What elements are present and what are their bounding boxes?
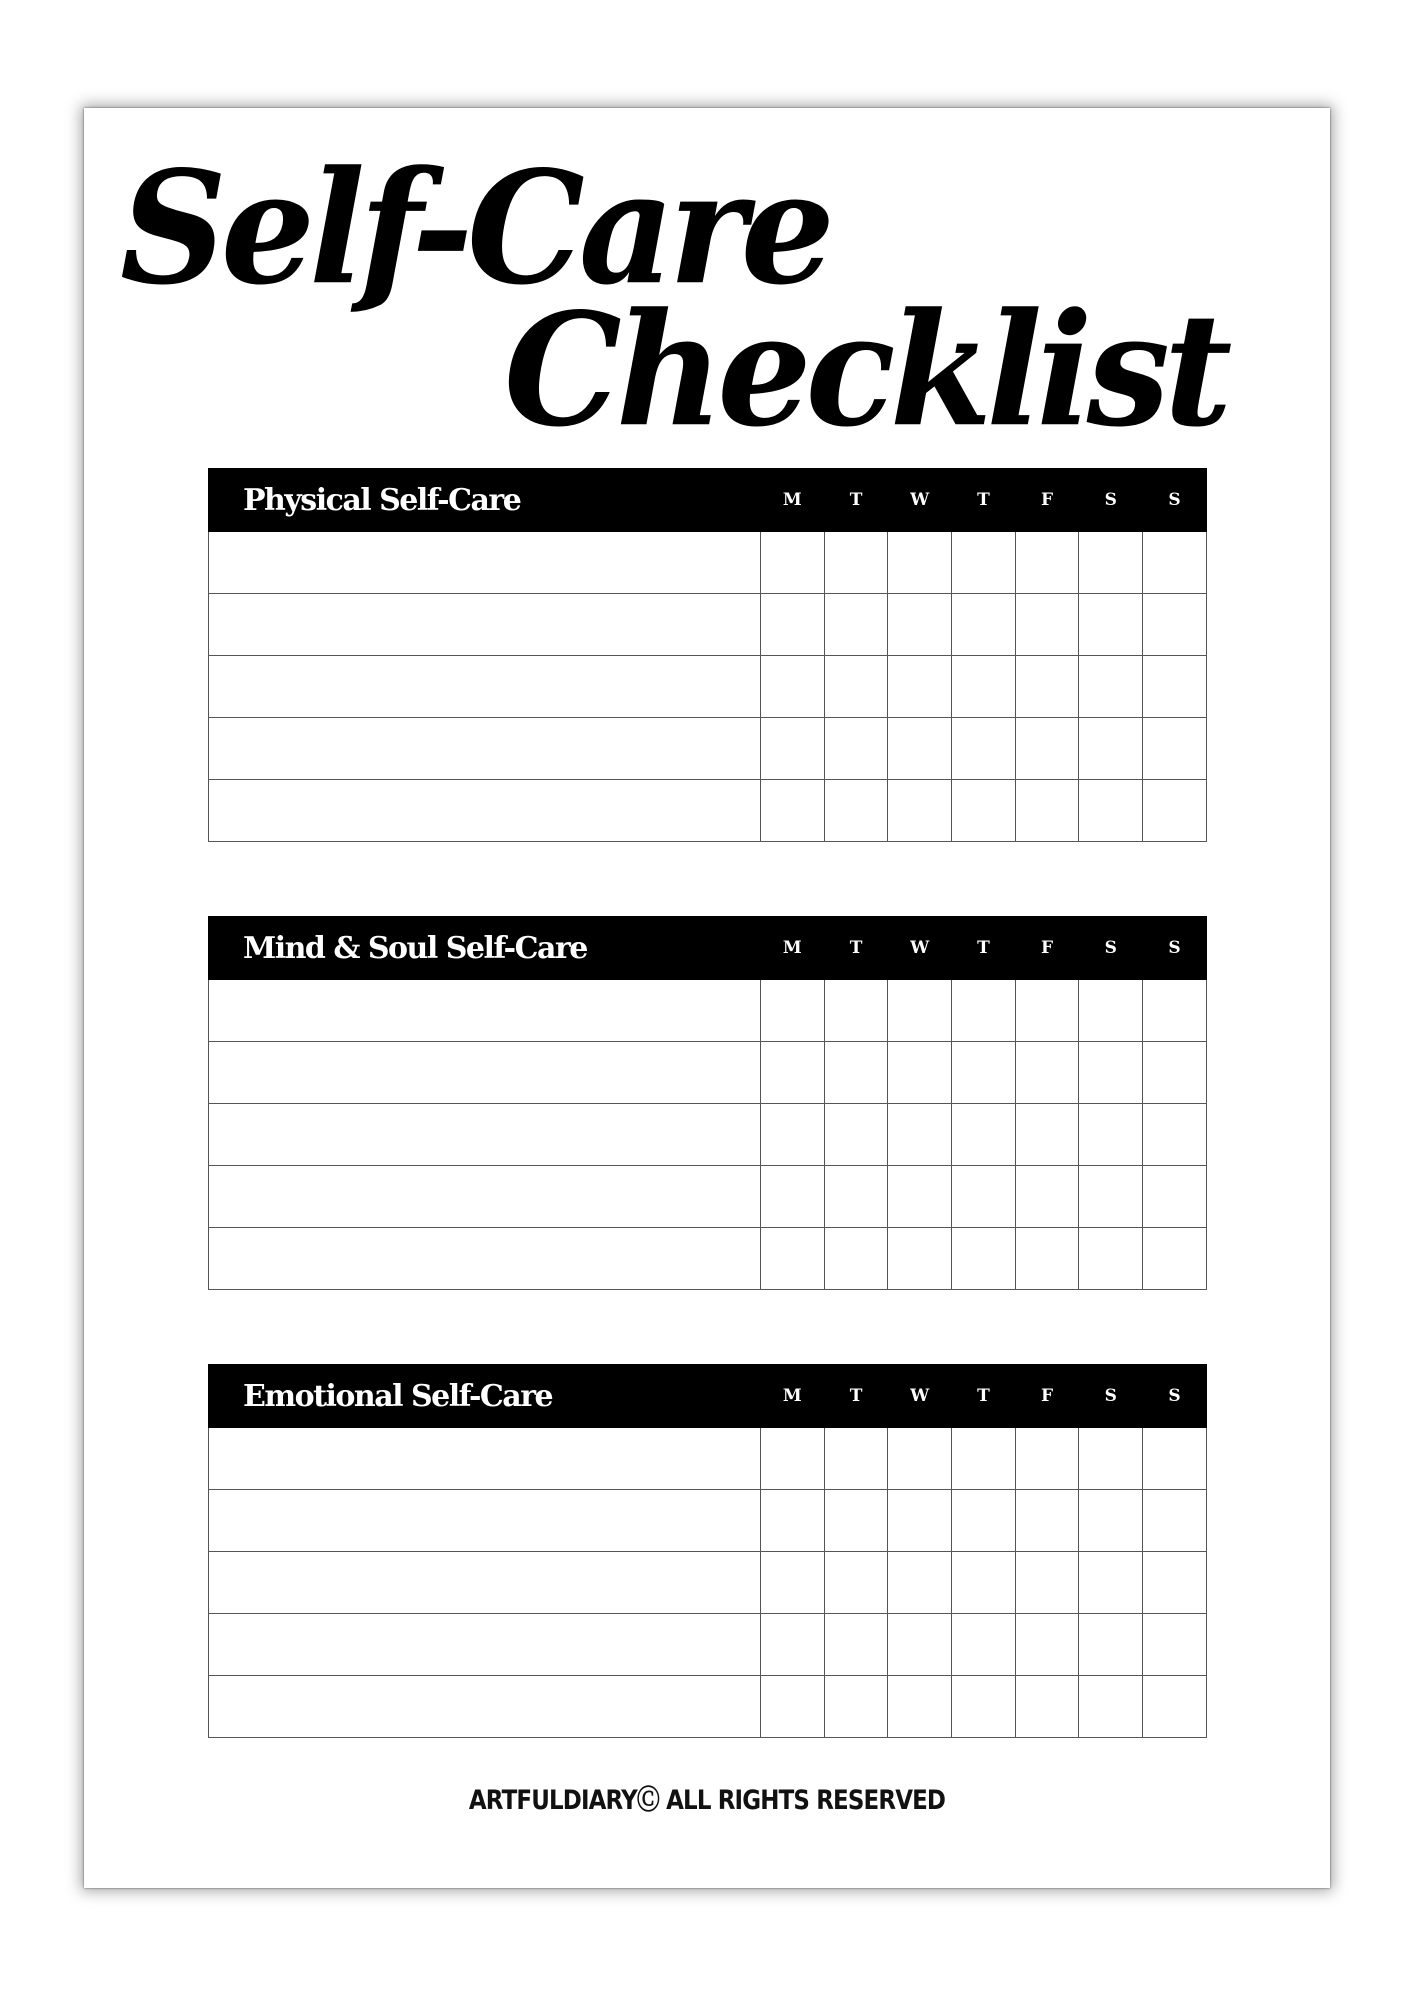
table-row [209,656,1207,718]
day-checkbox-cell[interactable] [824,1428,888,1490]
table-row [209,1552,1207,1614]
day-header: M [761,917,825,980]
day-checkbox-cell[interactable] [761,1614,825,1676]
day-checkbox-cell[interactable] [952,1428,1016,1490]
day-checkbox-cell[interactable] [761,1042,825,1104]
task-cell[interactable] [209,1042,761,1104]
table-row [209,1614,1207,1676]
day-checkbox-cell[interactable] [952,718,1016,780]
day-checkbox-cell[interactable] [952,1228,1016,1290]
task-cell[interactable] [209,532,761,594]
day-checkbox-cell[interactable] [888,1552,952,1614]
day-checkbox-cell[interactable] [1015,980,1079,1042]
day-checkbox-cell[interactable] [1079,656,1143,718]
day-header: M [761,1365,825,1428]
table-row [209,1490,1207,1552]
task-cell[interactable] [209,1614,761,1676]
day-checkbox-cell[interactable] [1143,1104,1207,1166]
day-checkbox-cell[interactable] [888,1676,952,1738]
task-cell[interactable] [209,780,761,842]
section-title: Emotional Self-Care [209,1365,761,1428]
day-checkbox-cell[interactable] [888,594,952,656]
day-checkbox-cell[interactable] [761,1552,825,1614]
day-checkbox-cell[interactable] [1015,1104,1079,1166]
mind-soul-selfcare-table [208,916,1207,1290]
day-checkbox-cell[interactable] [1079,594,1143,656]
table-header-row [209,469,1207,532]
day-checkbox-cell[interactable] [1143,656,1207,718]
table-row [209,1104,1207,1166]
title-line-1: Self-Care [120,136,829,320]
day-checkbox-cell[interactable] [824,532,888,594]
day-checkbox-cell[interactable] [824,1228,888,1290]
day-checkbox-cell[interactable] [1079,980,1143,1042]
day-checkbox-cell[interactable] [761,1166,825,1228]
table-row [209,1676,1207,1738]
day-checkbox-cell[interactable] [761,1490,825,1552]
table-header-row [209,917,1207,980]
day-checkbox-cell[interactable] [1015,1490,1079,1552]
day-checkbox-cell[interactable] [1015,1614,1079,1676]
day-checkbox-cell[interactable] [1015,1552,1079,1614]
table-row [209,594,1207,656]
section-title: Physical Self-Care [209,469,761,532]
day-checkbox-cell[interactable] [824,1490,888,1552]
day-checkbox-cell[interactable] [1015,1228,1079,1290]
day-checkbox-cell[interactable] [952,656,1016,718]
day-checkbox-cell[interactable] [1015,1166,1079,1228]
physical-selfcare-table [208,468,1207,842]
day-header: W [888,1365,952,1428]
day-checkbox-cell[interactable] [761,532,825,594]
checklist-page [84,108,1330,1888]
day-checkbox-cell[interactable] [1079,1676,1143,1738]
copyright-footer: ARTFULDIARYⒸ ALL RIGHTS RESERVED [468,1785,946,1816]
day-header: T [824,1365,888,1428]
day-checkbox-cell[interactable] [1143,594,1207,656]
day-checkbox-cell[interactable] [761,594,825,656]
day-checkbox-cell[interactable] [1143,1552,1207,1614]
day-checkbox-cell[interactable] [824,1042,888,1104]
day-header: T [952,917,1016,980]
day-checkbox-cell[interactable] [761,1428,825,1490]
table-row [209,1228,1207,1290]
task-cell[interactable] [209,1490,761,1552]
day-checkbox-cell[interactable] [1079,1042,1143,1104]
table-header-row [209,1365,1207,1428]
day-checkbox-cell[interactable] [761,980,825,1042]
day-checkbox-cell[interactable] [888,1042,952,1104]
day-header: F [1015,469,1079,532]
day-checkbox-cell[interactable] [761,656,825,718]
day-checkbox-cell[interactable] [1143,780,1207,842]
emotional-selfcare-table [208,1364,1207,1738]
day-checkbox-cell[interactable] [824,780,888,842]
day-checkbox-cell[interactable] [888,532,952,594]
day-checkbox-cell[interactable] [761,1104,825,1166]
day-checkbox-cell[interactable] [888,656,952,718]
day-checkbox-cell[interactable] [1015,780,1079,842]
day-checkbox-cell[interactable] [952,1166,1016,1228]
day-checkbox-cell[interactable] [952,980,1016,1042]
day-header: S [1143,917,1207,980]
task-cell[interactable] [209,1104,761,1166]
day-checkbox-cell[interactable] [888,718,952,780]
day-header: S [1079,469,1143,532]
day-checkbox-cell[interactable] [1079,718,1143,780]
day-checkbox-cell[interactable] [1079,1490,1143,1552]
day-checkbox-cell[interactable] [888,1228,952,1290]
day-checkbox-cell[interactable] [761,1676,825,1738]
day-checkbox-cell[interactable] [761,780,825,842]
day-checkbox-cell[interactable] [1015,1676,1079,1738]
day-checkbox-cell[interactable] [888,1614,952,1676]
day-checkbox-cell[interactable] [824,1104,888,1166]
day-checkbox-cell[interactable] [888,1428,952,1490]
table-row [209,980,1207,1042]
day-checkbox-cell[interactable] [1143,1614,1207,1676]
day-checkbox-cell[interactable] [824,1166,888,1228]
day-checkbox-cell[interactable] [824,1552,888,1614]
task-cell[interactable] [209,1228,761,1290]
day-checkbox-cell[interactable] [824,980,888,1042]
day-checkbox-cell[interactable] [824,1676,888,1738]
day-checkbox-cell[interactable] [1079,532,1143,594]
day-checkbox-cell[interactable] [1079,1428,1143,1490]
day-checkbox-cell[interactable] [888,780,952,842]
day-header: F [1015,917,1079,980]
day-checkbox-cell[interactable] [952,1676,1016,1738]
day-checkbox-cell[interactable] [1143,1428,1207,1490]
day-checkbox-cell[interactable] [1015,1428,1079,1490]
day-checkbox-cell[interactable] [888,1166,952,1228]
day-checkbox-cell[interactable] [1143,980,1207,1042]
day-checkbox-cell[interactable] [1015,718,1079,780]
day-checkbox-cell[interactable] [1143,1228,1207,1290]
day-header: T [824,469,888,532]
day-checkbox-cell[interactable] [1079,1552,1143,1614]
day-header: W [888,469,952,532]
day-header: S [1143,1365,1207,1428]
day-checkbox-cell[interactable] [761,1228,825,1290]
task-cell[interactable] [209,1428,761,1490]
task-cell[interactable] [209,1676,761,1738]
day-checkbox-cell[interactable] [1143,1042,1207,1104]
day-header: S [1079,1365,1143,1428]
day-checkbox-cell[interactable] [888,980,952,1042]
day-checkbox-cell[interactable] [1143,1490,1207,1552]
task-cell[interactable] [209,1166,761,1228]
table-row [209,1428,1207,1490]
task-cell[interactable] [209,1552,761,1614]
day-checkbox-cell[interactable] [952,780,1016,842]
table-row [209,780,1207,842]
day-checkbox-cell[interactable] [1015,594,1079,656]
day-checkbox-cell[interactable] [824,1614,888,1676]
day-header: S [1079,917,1143,980]
day-header: T [952,1365,1016,1428]
day-checkbox-cell[interactable] [824,594,888,656]
day-checkbox-cell[interactable] [1079,1104,1143,1166]
day-checkbox-cell[interactable] [952,1104,1016,1166]
day-checkbox-cell[interactable] [952,532,1016,594]
day-checkbox-cell[interactable] [952,594,1016,656]
day-header: T [952,469,1016,532]
task-cell[interactable] [209,980,761,1042]
day-checkbox-cell[interactable] [761,718,825,780]
day-checkbox-cell[interactable] [952,1042,1016,1104]
day-header: M [761,469,825,532]
day-checkbox-cell[interactable] [1079,780,1143,842]
day-checkbox-cell[interactable] [1079,1166,1143,1228]
table-row [209,1042,1207,1104]
day-checkbox-cell[interactable] [952,1490,1016,1552]
day-checkbox-cell[interactable] [1015,656,1079,718]
table-row [209,1166,1207,1228]
day-checkbox-cell[interactable] [1143,532,1207,594]
section-title: Mind & Soul Self-Care [209,917,761,980]
day-checkbox-cell[interactable] [1143,1166,1207,1228]
day-checkbox-cell[interactable] [1015,532,1079,594]
day-checkbox-cell[interactable] [1079,1228,1143,1290]
table-row [209,718,1207,780]
task-cell[interactable] [209,656,761,718]
day-checkbox-cell[interactable] [888,1490,952,1552]
day-checkbox-cell[interactable] [952,1614,1016,1676]
day-header: W [888,917,952,980]
day-checkbox-cell[interactable] [888,1104,952,1166]
table-row [209,532,1207,594]
day-checkbox-cell[interactable] [1143,718,1207,780]
title-line-2: Checklist [504,278,1227,462]
task-cell[interactable] [209,594,761,656]
day-header: S [1143,469,1207,532]
day-checkbox-cell[interactable] [1079,1614,1143,1676]
day-checkbox-cell[interactable] [952,1552,1016,1614]
day-checkbox-cell[interactable] [824,718,888,780]
day-checkbox-cell[interactable] [824,656,888,718]
day-checkbox-cell[interactable] [1015,1042,1079,1104]
day-header: T [824,917,888,980]
day-header: F [1015,1365,1079,1428]
task-cell[interactable] [209,718,761,780]
day-checkbox-cell[interactable] [1143,1676,1207,1738]
